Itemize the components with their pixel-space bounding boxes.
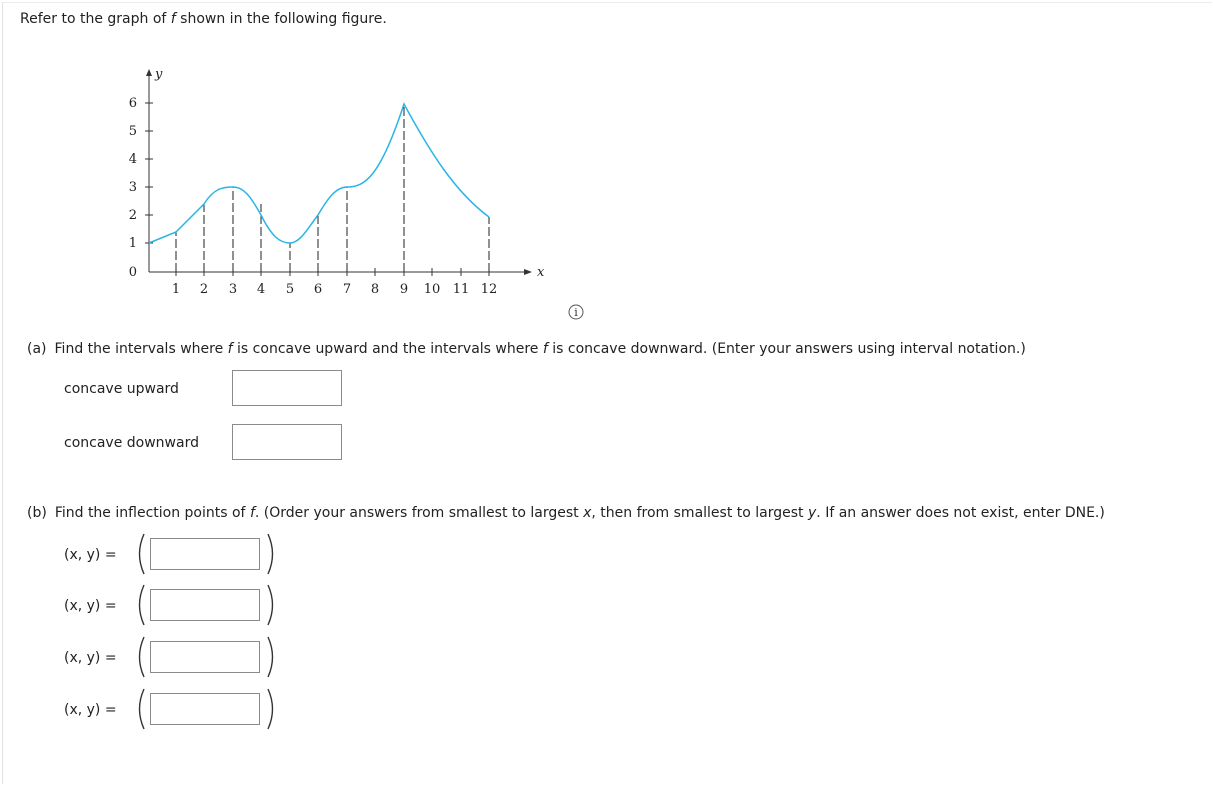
right-paren — [265, 532, 279, 576]
x-tick-label: 12 — [480, 282, 498, 297]
y-tick-labels — [129, 96, 137, 280]
right-paren — [265, 635, 279, 679]
y-axis-arrow — [146, 69, 152, 76]
x-axis-label: x — [537, 265, 545, 280]
x-tick-label: 6 — [313, 282, 323, 297]
x-tick-label: 2 — [199, 282, 209, 297]
left-paren — [133, 687, 147, 731]
y-tick-label: 2 — [128, 208, 137, 223]
point-2-label: (x, y) = — [64, 598, 117, 614]
part-b-question: (b) Find the inflection points of f. (Order your answers from smallest to largest x, then from smallest to largest y. If an answer does not exist, enter DNE.) — [27, 505, 1105, 521]
y-axis-label: y — [155, 67, 163, 82]
graph-curve — [149, 104, 489, 243]
left-paren — [133, 532, 147, 576]
point-3-label: (x, y) = — [64, 650, 117, 666]
x-tick-label: 5 — [285, 282, 295, 297]
concave-upward-input[interactable] — [232, 370, 342, 406]
part-b-tag: (b) — [27, 505, 47, 521]
info-icon-glyph: i — [574, 306, 578, 319]
x-tick-label: 3 — [228, 282, 238, 297]
y-tick-label: 5 — [128, 124, 137, 139]
point-4-label: (x, y) = — [64, 702, 117, 718]
y-tick-label: 3 — [128, 180, 137, 195]
concave-upward-label: concave upward — [64, 381, 179, 397]
concave-downward-label: concave downward — [64, 435, 199, 451]
inflection-point-4-input[interactable] — [150, 693, 260, 725]
y-tick-label: 4 — [128, 152, 137, 167]
right-paren — [265, 583, 279, 627]
y-tick-label: 0 — [128, 265, 137, 280]
part-a-question: (a) Find the intervals where f is concave upward and the intervals where f is concave downward. (Enter your answers using interval notation.) — [27, 341, 1026, 357]
point-1-label: (x, y) = — [64, 547, 117, 563]
intro-text: Refer to the graph of f shown in the following figure. — [20, 11, 387, 27]
x-tick-label: 10 — [423, 282, 441, 297]
x-axis-arrow — [524, 269, 532, 275]
x-tick-label: 8 — [370, 282, 380, 297]
x-tick-label: 1 — [171, 282, 181, 297]
x-tick-labels — [172, 282, 497, 297]
concave-downward-input[interactable] — [232, 424, 342, 460]
x-tick-label: 7 — [342, 282, 352, 297]
right-paren — [265, 687, 279, 731]
left-paren — [133, 635, 147, 679]
x-tick-label: 9 — [399, 282, 409, 297]
left-paren — [133, 583, 147, 627]
x-tick-label: 4 — [256, 282, 266, 297]
part-a-tag: (a) — [27, 341, 47, 357]
inflection-point-2-input[interactable] — [150, 589, 260, 621]
inflection-point-3-input[interactable] — [150, 641, 260, 673]
y-tick-label: 6 — [128, 96, 137, 111]
y-tick-label: 1 — [128, 236, 137, 251]
graph-of-f — [110, 62, 560, 302]
inflection-point-1-input[interactable] — [150, 538, 260, 570]
info-icon[interactable] — [568, 304, 584, 320]
x-tick-label: 11 — [452, 282, 470, 297]
